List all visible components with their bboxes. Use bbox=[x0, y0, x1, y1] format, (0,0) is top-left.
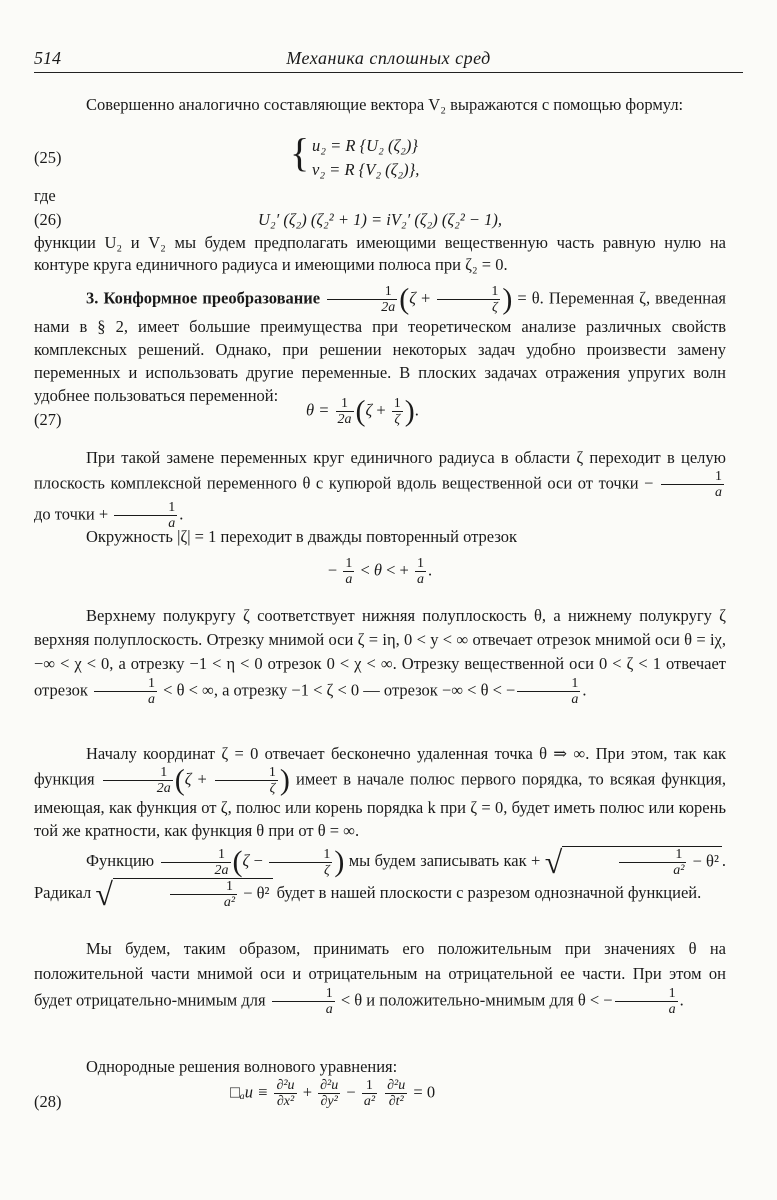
equation-segment: − $\frac{1}{a}$ < θ < + $\frac{1}{a}$ . bbox=[327, 556, 433, 587]
equation-28: □ₐu ≡ $\frac{\text{∂²u}}{\text{∂x²}}$ + $\frac{\text{∂²u}}{\text{∂y²}}$ − $\frac{1}{\text{a²}}$ $\frac{\text{∂²u}}{\text{∂t²}}$ = 0 bbox=[230, 1078, 436, 1109]
section-3-formula-tail: = θ. bbox=[517, 288, 544, 308]
equation-28-lhs: □ₐu ≡ bbox=[230, 1082, 269, 1102]
equation-25-line-1: u₂ = R {U₂ (ζ₂)} bbox=[312, 136, 418, 155]
paragraph-circle-mapping: При такой замене переменных круг единичного радиуса в области ζ переходит в целую плоскость комплексной переменного θ с купюрой вдоль вещественной оси от точки − $\frac{1}{a}$ до точки + $\frac{1}{a}$ . bbox=[34, 448, 726, 531]
page-number: 514 bbox=[34, 48, 61, 68]
paragraph-circle: Окружность |ζ| = 1 переходит в дважды повторенный отрезок bbox=[86, 527, 518, 546]
paragraph-intro: Совершенно аналогично составляющие вектора V₂ выражаются с помощью формул: bbox=[86, 95, 684, 114]
equation-label-27: (27) bbox=[34, 410, 62, 429]
paragraph-sign: Мы будем, таким образом, принимать его положительным при значениях θ на положительной части мнимой оси и отрицательным на отрицательной ее части. При этом он будет отрицательно-мнимым для $\frac{1}{a}$ < θ и положительно-мнимым для θ < − $\frac{1}{a}$ . bbox=[34, 939, 726, 1017]
section-3: 3. Конформное преобразование $\frac{1}{2a}$ (ζ + $\frac{1}{\zeta}$ ) = θ. Переменная ζ, введенная нами в § 2, имеет большие преимущества при теоретическом анализе различных свойств комплексных решений. Однако, при решении некоторых задач удобно произвести замену переменных и использовать другие переменные. В плоских задачах отражения упругих волн удобнее пользоваться переменной: bbox=[34, 282, 727, 405]
equation-label-28: (28) bbox=[34, 1092, 62, 1111]
brace-25: { bbox=[290, 130, 310, 175]
paragraph-functions: функции U₂ и V₂ мы будем предполагать имеющими вещественную часть равную нулю на контуре круга единичного радиуса и имеющими полюса при ζ₂ = 0. bbox=[34, 233, 726, 274]
word-where: где bbox=[34, 186, 56, 205]
equation-27: θ = $\frac{1}{2a}$ (ζ + $\frac{1}{\zeta}$ ). bbox=[306, 394, 419, 428]
paragraph-origin: Началу координат ζ = 0 отвечает бесконечно удаленная точка θ ⇒ ∞. При этом, так как функция $\frac{1}{2a}$ (ζ + $\frac{1}{\zeta}$ ) имеет в начале полюс первого порядка, то всякая функция, имеющая, как функция от ζ, полюс или корень порядка k при ζ = 0, будет иметь полюс или корень той же кратности, как функция θ при от θ = ∞. bbox=[34, 744, 726, 840]
section-3-heading: 3. Конформное преобразование bbox=[86, 288, 321, 308]
page-header bbox=[34, 46, 743, 73]
equation-label-25: (25) bbox=[34, 148, 62, 167]
paragraph-wave-equation: Однородные решения волнового уравнения: bbox=[86, 1057, 398, 1076]
fraction-1-2a: $\frac{1}{2a}$ bbox=[327, 284, 397, 315]
equation-28-rhs: = 0 bbox=[413, 1082, 436, 1102]
section-3-text: Переменная ζ, введенная нами в § 2, имеет большие преимущества при теоретическом анализе различных свойств комплексных решений. Однако, при решении некоторых задач удобно произвести замену переменных и использовать другие переменные. В плоских задачах отражения упругих волн удобнее пользоваться переменной: bbox=[34, 288, 727, 405]
fraction-1-zeta: $\frac{1}{\zeta}$ bbox=[437, 284, 500, 315]
paragraph-half-planes: Верхнему полукругу ζ соответствует нижняя полуплоскость θ, а нижнему полукругу ζ верхняя полуплоскость. Отрезку мнимой оси ζ = iη, 0 < y < ∞ отвечает отрезок мнимой оси θ = iχ, −∞ < χ < 0, а отрезку −1 < η < 0 отрезок 0 < χ < ∞. Отрезку вещественной оси 0 < ζ < 1 отвечает отрезок $\frac{1}{a}$ < θ < ∞, а отрезку −1 < ζ < 0 — отрезок −∞ < θ < − $\frac{1}{a}$ . bbox=[34, 606, 726, 707]
equation-label-26: (26) bbox=[34, 210, 62, 229]
equation-25-line-2: v₂ = R {V₂ (ζ₂)}, bbox=[312, 160, 420, 179]
equation-26: U₂′ (ζ₂) (ζ₂² + 1) = iV₂′ (ζ₂) (ζ₂² − 1), bbox=[257, 210, 503, 229]
paragraph-radical: Функцию $\frac{1}{2a}$ (ζ − $\frac{1}{\zeta}$ ) мы будем записывать как + √ $\frac{1}{\text{a²}}$ − θ² . Радикал √ $\frac{1}{\text{a²}}$ − θ² будет в нашей плоскости с разрезом однозначной функцией. bbox=[34, 844, 727, 912]
running-title: Механика сплошных сред bbox=[286, 48, 491, 68]
equation-27-lhs: θ = bbox=[306, 400, 330, 420]
